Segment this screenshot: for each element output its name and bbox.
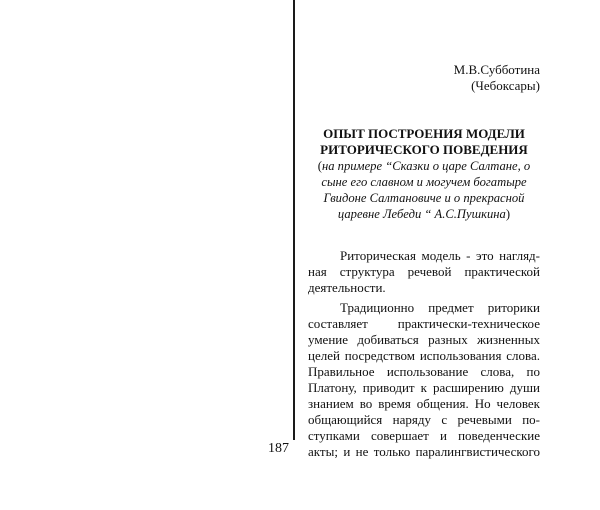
title-line: ОПЫТ ПОСТРОЕНИЯ МОДЕЛИ: [323, 126, 525, 141]
title-line: РИТОРИЧЕСКОГО ПОВЕДЕНИЯ: [320, 142, 528, 157]
subtitle-line: Гвидоне Салтановиче и о прекрасной: [323, 191, 525, 205]
body-line: деятельности.: [308, 280, 386, 295]
body-line: умение добиваться разных жизненных: [308, 332, 540, 347]
author-name: М.В.Субботина: [453, 62, 540, 77]
page-number: 187: [268, 441, 289, 456]
body-line: Платону, приводит к расширению души: [308, 380, 540, 395]
body-line: Традиционно предмет риторики: [340, 300, 540, 315]
body-line: ступками совершает и поведенческие: [308, 428, 540, 443]
article-title: [308, 126, 540, 222]
subtitle-line: сыне его славном и могучем богатыре: [321, 175, 527, 189]
author-city: (Чебоксары): [471, 78, 540, 93]
body-line: составляет практически-техническое: [308, 316, 540, 331]
body-line: знанием во время общения. Но человек: [308, 396, 540, 411]
subtitle-line: царевне Лебеди “ А.С.Пушкина): [337, 207, 511, 221]
body-line: целей посредством использования слова.: [308, 348, 540, 363]
body-line: Правильное использование слова, по: [308, 364, 540, 379]
body-line: ная структура речевой практической: [308, 264, 540, 279]
subtitle-line: (на примере “Сказки о царе Салтане, о: [317, 159, 531, 173]
body-line: акты; и не только паралингвистического: [308, 444, 540, 459]
page-content: [308, 62, 540, 460]
body-line: общающийся наряду с речевыми по-: [308, 412, 540, 427]
page-divider: [293, 0, 295, 440]
body-text: [308, 248, 540, 460]
body-line: Риторическая модель - это нагляд-: [340, 248, 540, 263]
author-block: [308, 62, 540, 94]
